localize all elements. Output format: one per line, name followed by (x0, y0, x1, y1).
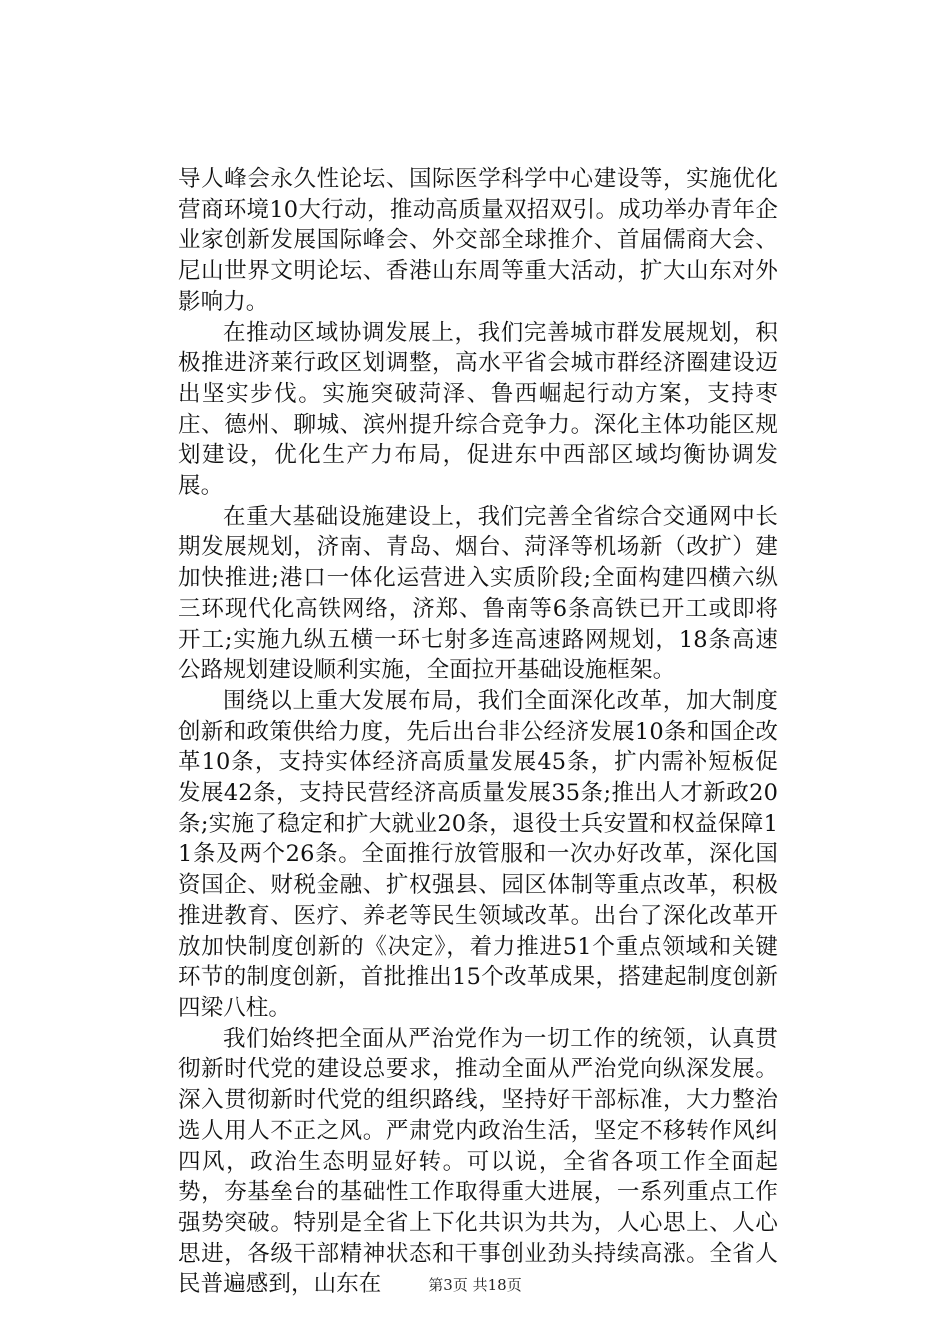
page-footer: 第3页 共18页 (428, 1276, 522, 1294)
paragraph-regional-development: 在推动区域协调发展上，我们完善城市群发展规划，积极推进济莱行政区划调整，高水平省会城市群经济圈建设迈出坚实步伐。实施突破菏泽、鲁西崛起行动方案，支持枣庄、德州、聊城、滨州提升综合竞争力。深化主体功能区规划建设，优化生产力布局，促进东中西部区域均衡协调发展。 (178, 319, 778, 500)
document-body (178, 164, 778, 1300)
paragraph-reform: 围绕以上重大发展布局，我们全面深化改革，加大制度创新和政策供给力度，先后出台非公经济发展10条和国企改革10条，支持实体经济高质量发展45条，扩内需补短板促发展42条，支持民营经济高质量发展35条;推出人才新政20条;实施了稳定和扩大就业20条，退役士兵安置和权益保障11条及两个26条。全面推行放管服和一次办好改革，深化国资国企、财税金融、扩权强县、园区体制等重点改革，积极推进教育、医疗、养老等民生领域改革。出台了深化改革开放加快制度创新的《决定》，着力推进51个重点领域和关键环节的制度创新，首批推出15个改革成果，搭建起制度创新四梁八柱。 (178, 687, 778, 1021)
paragraph-party-governance: 我们始终把全面从严治党作为一切工作的统领，认真贯彻新时代党的建设总要求，推动全面从严治党向纵深发展。深入贯彻新时代党的组织路线，坚持好干部标准，大力整治选人用人不正之风。严肃党内政治生活，坚定不移转作风纠四风，政治生态明显好转。可以说，全省各项工作全面起势，夯基垒台的基础性工作取得重大进展，一系列重点工作强势突破。特别是全省上下化共识为共为，人心思上、人心思进，各级干部精神状态和干事创业劲头持续高涨。全省人民普遍感到，山东在 (178, 1025, 778, 1298)
paragraph-openness: 导人峰会永久性论坛、国际医学科学中心建设等，实施优化营商环境10大行动，推动高质量双招双引。成功举办青年企业家创新发展国际峰会、外交部全球推介、首届儒商大会、尼山世界文明论坛、香港山东周等重大活动，扩大山东对外影响力。 (178, 166, 778, 315)
paragraph-infrastructure: 在重大基础设施建设上，我们完善全省综合交通网中长期发展规划，济南、青岛、烟台、菏泽等机场新（改扩）建加快推进;港口一体化运营进入实质阶段;全面构建四横六纵三环现代化高铁网络，济郑、鲁南等6条高铁已开工或即将开工;实施九纵五横一环七射多连高速路网规划，18条高速公路规划建设顺利实施，全面拉开基础设施框架。 (178, 503, 778, 684)
